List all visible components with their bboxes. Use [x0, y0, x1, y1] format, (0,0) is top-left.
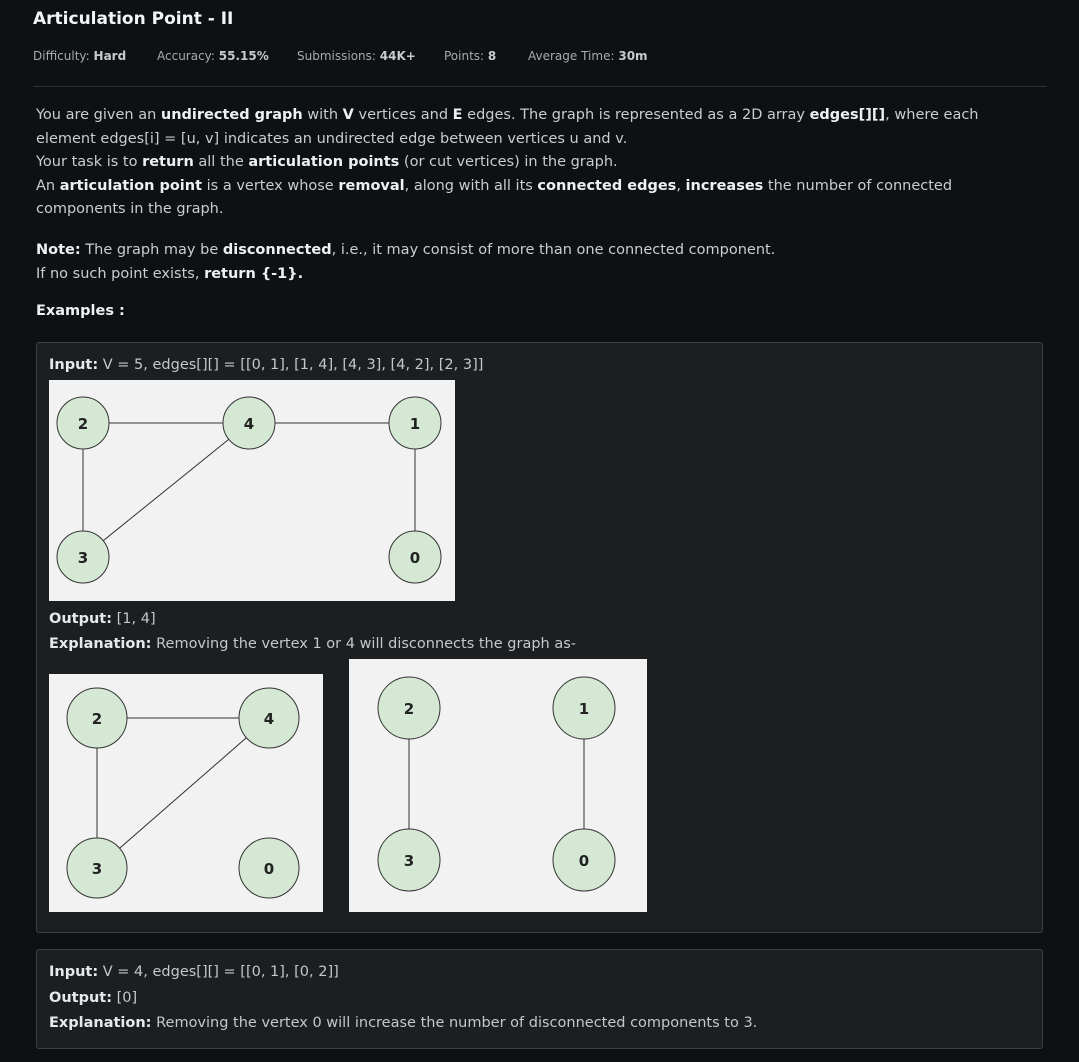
graph-node — [553, 829, 615, 891]
bold-text: E — [452, 107, 463, 123]
no-point-line — [36, 263, 775, 287]
node-label: 2 — [77, 415, 89, 433]
edge-4-3 — [83, 423, 249, 557]
divider — [33, 86, 1047, 87]
text: If no such point exists, — [36, 265, 205, 282]
node-label: 0 — [409, 549, 421, 567]
points-label: Points: — [444, 49, 485, 63]
example-1-after-graph-left — [49, 674, 323, 912]
graph-node — [378, 677, 440, 739]
accuracy-label: Accuracy: — [157, 49, 215, 63]
edge-4-3 — [97, 718, 269, 868]
node-label: 3 — [403, 852, 415, 870]
points-value: 8 — [487, 49, 497, 63]
bold-text: V — [342, 107, 354, 123]
graph-node — [553, 677, 615, 739]
input-label: Input: — [49, 964, 99, 980]
text: all the — [193, 154, 249, 171]
text: the number of connected components in the graph. — [36, 177, 953, 218]
bold-text: connected edges — [537, 177, 677, 194]
difficulty-value: Hard — [93, 49, 127, 63]
graph-svg — [349, 659, 647, 912]
avg-time-label: Average Time: — [528, 49, 615, 63]
explanation-label: Explanation: — [49, 636, 152, 652]
output-label: Output: — [49, 990, 113, 1006]
example-2-input — [49, 964, 339, 980]
graph-svg — [49, 674, 323, 912]
bold-text: articulation point — [59, 177, 203, 194]
graph-node — [389, 531, 441, 583]
explanation-value: Removing the vertex 1 or 4 will disconnects the graph as- — [156, 636, 577, 652]
difficulty-label: Difficulty: — [33, 49, 90, 63]
input-value: V = 4, edges[][] = [[0, 1], [0, 2]] — [102, 964, 339, 980]
bold-text: disconnected — [222, 242, 332, 258]
text: The graph may be — [80, 242, 223, 258]
example-1-graph — [49, 380, 455, 601]
description-paragraph-1 — [36, 104, 1039, 151]
output-value: [1, 4] — [116, 611, 156, 627]
example-2-box — [36, 949, 1043, 1049]
text: Your task is to — [36, 154, 143, 171]
graph-node — [239, 838, 299, 898]
example-1-explanation — [49, 636, 576, 652]
node-label: 0 — [578, 852, 590, 870]
text: with — [302, 107, 343, 123]
bold-text: increases — [685, 177, 764, 194]
text: vertices and — [353, 107, 453, 123]
example-2-explanation — [49, 1015, 757, 1031]
graph-node — [389, 397, 441, 449]
explanation-value: Removing the vertex 0 will increase the number of disconnected components to 3. — [156, 1015, 758, 1031]
explanation-label: Explanation: — [49, 1015, 152, 1031]
accuracy-value: 55.15% — [218, 49, 269, 63]
graph-node — [223, 397, 275, 449]
input-value: V = 5, edges[][] = [[0, 1], [1, 4], [4, 3], [4, 2], [2, 3]] — [102, 357, 484, 373]
example-2-output — [49, 990, 137, 1006]
graph-edges — [97, 718, 269, 868]
avg-time-value: 30m — [618, 49, 648, 63]
text: (or cut vertices) in the graph. — [399, 154, 618, 171]
graph-node — [67, 688, 127, 748]
bold-text: articulation points — [248, 154, 400, 171]
node-label: 3 — [91, 860, 103, 878]
text: , — [676, 177, 686, 194]
node-label: 4 — [263, 710, 275, 728]
text: , along with all its — [404, 177, 538, 194]
bold-text: return {-1}. — [204, 265, 304, 282]
example-1-after-graph-right — [349, 659, 647, 912]
description-paragraph-2 — [36, 151, 1039, 175]
note-line — [36, 239, 775, 263]
node-label: 3 — [77, 549, 89, 567]
output-value: [0] — [116, 990, 138, 1006]
node-label: 4 — [243, 415, 255, 433]
text: , where each element edges[i] = [u, v] indicates an undirected edge between vertices u and v. — [36, 107, 979, 147]
points — [444, 49, 496, 63]
examples-heading: Examples : — [36, 303, 125, 319]
example-1-box — [36, 342, 1043, 933]
output-label: Output: — [49, 611, 113, 627]
graph-edges — [409, 708, 584, 860]
node-label: 2 — [91, 710, 103, 728]
text: is a vertex whose — [202, 177, 339, 194]
bold-text: removal — [338, 177, 405, 194]
graph-node — [378, 829, 440, 891]
text: You are given an — [36, 107, 161, 123]
graph-node — [239, 688, 299, 748]
problem-title: Articulation Point - II — [33, 9, 234, 29]
text: edges. The graph is represented as a 2D array — [462, 107, 810, 123]
graph-svg — [49, 380, 455, 601]
problem-meta — [33, 49, 1047, 65]
node-label: 1 — [578, 700, 590, 718]
node-label: 1 — [409, 415, 421, 433]
submissions-value: 44K+ — [379, 49, 416, 63]
text: , i.e., it may consist of more than one connected component. — [331, 242, 776, 258]
note-label: Note: — [36, 242, 81, 258]
submissions — [297, 49, 416, 63]
submissions-label: Submissions: — [297, 49, 376, 63]
example-1-output — [49, 611, 156, 627]
graph-node — [57, 397, 109, 449]
problem-description — [36, 104, 1039, 222]
input-label: Input: — [49, 357, 99, 373]
bold-text: undirected graph — [160, 107, 303, 123]
graph-node — [57, 531, 109, 583]
text: An — [36, 177, 60, 194]
node-label: 2 — [403, 700, 415, 718]
bold-text: return — [142, 154, 194, 171]
bold-text: edges[][] — [809, 107, 886, 123]
accuracy — [157, 49, 269, 63]
average-time — [528, 49, 648, 63]
node-label: 0 — [263, 860, 275, 878]
description-paragraph-3 — [36, 175, 1039, 222]
problem-note — [36, 239, 775, 286]
graph-node — [67, 838, 127, 898]
example-1-input — [49, 357, 483, 373]
difficulty — [33, 49, 126, 63]
